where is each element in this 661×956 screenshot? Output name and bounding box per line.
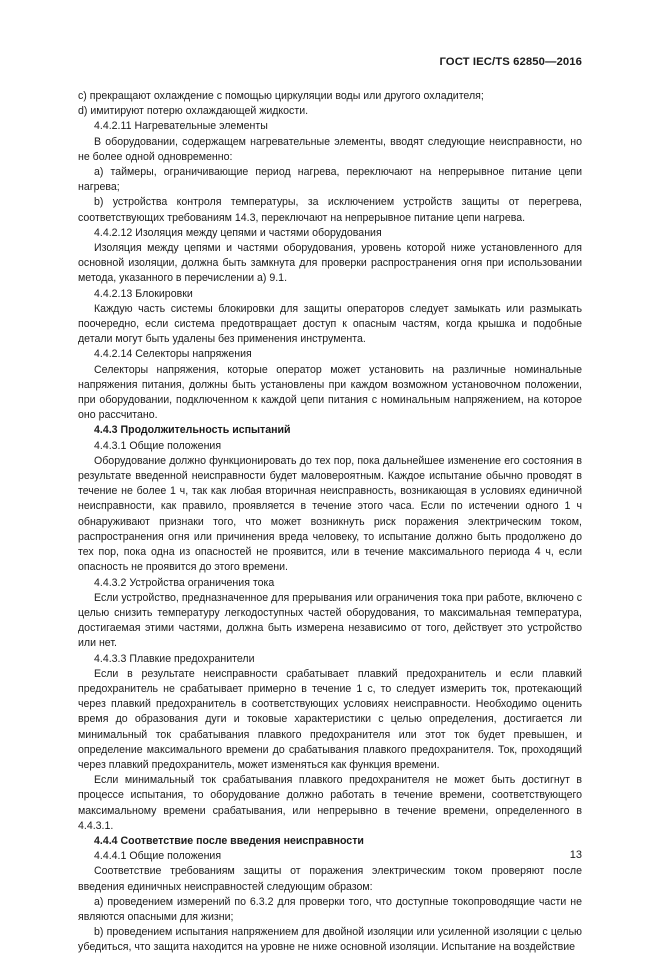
section-heading-4-4-4: 4.4.4 Соответствие после введения неисправности: [94, 834, 364, 847]
section-heading-4-4-2-13: 4.4.2.13 Блокировки: [94, 287, 193, 300]
section-heading-4-4-2-14: 4.4.2.14 Селекторы напряжения: [94, 348, 252, 361]
paragraph: В оборудовании, содержащем нагревательные элементы, вводят следующие неисправности, но не более одной одновременно:: [78, 135, 582, 163]
section-heading-4-4-3-1: 4.4.3.1 Общие положения: [94, 439, 222, 452]
page-number: 13: [569, 849, 582, 861]
list-item-a: a) таймеры, ограничивающие период нагрева, переключают на непрерывное питание цепи нагрева;: [78, 166, 582, 194]
list-item-a: a) проведением измерений по 6.3.2 для проверки того, что доступные токопроводящие части не являются опасными для жизни;: [78, 895, 582, 923]
paragraph: Соответствие требованиям защиты от поражения электрическим током проверяют после введения единичных неисправностей следующим образом:: [78, 865, 582, 893]
paragraph: Если минимальный ток срабатывания плавкого предохранителя не может быть достигнут в процессе испытания, то оборудование должно работать в течение времени, соответствующего максимальному времени срабатывания, или непрерывно в течение времени, определенного в 4.4.3.1.: [78, 774, 582, 832]
section-heading-4-4-3: 4.4.3 Продолжительность испытаний: [94, 424, 291, 437]
list-item-d: d) имитируют потерю охлаждающей жидкости.: [78, 105, 309, 118]
list-item-b: b) проведением испытания напряжением для двойной изоляции или усиленной изоляции с целью убедиться, что защита находится на уровне не ниже основной изоляции. Испытание на воздействие: [78, 926, 582, 954]
section-heading-4-4-3-2: 4.4.3.2 Устройства ограничения тока: [94, 576, 275, 589]
section-heading-4-4-4-1: 4.4.4.1 Общие положения: [94, 850, 222, 863]
section-heading-4-4-2-12: 4.4.2.12 Изоляция между цепями и частями оборудования: [94, 226, 382, 239]
section-heading-4-4-3-3: 4.4.3.3 Плавкие предохранители: [94, 652, 255, 665]
paragraph: Оборудование должно функционировать до тех пор, пока дальнейшее изменение его состояния в результате введенной неисправности будет маловероятным. Каждое испытание обычно проводят в течение не более 1 ч, так как любая вторичная неисправность, возникающая в условиях единичной неисправности, как правило, проявляется в течение этого часа. Если по истечении одного 1 ч обнаруживают признаки того, что может возникнуть риск поражения электрическим током, распространения огня или причинения вреда человеку, то испытание должно быть продолжено до тех пор, пока одна из опасностей не проявится, или в течение максимального периода 4 ч, если опасность не проявится до этого времени.: [78, 454, 582, 574]
document-header: ГОСТ IEC/TS 62850—2016: [439, 56, 582, 68]
paragraph: Каждую часть системы блокировки для защиты операторов следует замыкать или размыкать поочередно, если система предотвращает доступ к опасным частям, когда крышка и подобные детали могут быть удалены без применения инструмента.: [78, 302, 582, 346]
paragraph: Изоляция между цепями и частями оборудования, уровень которой ниже установленного для основной изоляции, должна быть замкнута для проверки распространения огня при использовании метода, указанного в перечислении a) 9.1.: [78, 242, 582, 285]
page-body: [78, 89, 582, 956]
section-heading-4-4-2-11: 4.4.2.11 Нагревательные элементы: [94, 120, 268, 133]
list-item-b: b) устройства контроля температуры, за исключением устройств защиты от перегрева, соответствующих требованиям 14.3, переключают на непрерывное питание цепи нагрева.: [78, 196, 582, 224]
paragraph: Селекторы напряжения, которые оператор может установить на различные номинальные напряжения питания, должны быть установлены при каждом возможном установочном положении, при оборудовании, подключенном к каждой цепи питания с номинальным напряжением, на которое оно рассчитано.: [78, 363, 582, 422]
paragraph: Если в результате неисправности срабатывает плавкий предохранитель и если плавкий предохранитель не срабатывает примерно в течение 1 с, то следует измерить ток, протекающий через плавкий предохранитель в соответствующих условиях неисправности. Необходимо оценить время до образования дуги и токовые характеристики с целью определения, достигается ли минимальный ток срабатывания плавкого предохранителя или этот ток будет превышен, и определение максимального времени до срабатывания плавкого предохранителя. Ток, проходящий через плавкий предохранитель, может изменяться как функция времени.: [78, 667, 582, 771]
paragraph: Если устройство, предназначенное для прерывания или ограничения тока при работе, включено с целью снизить температуру легкодоступных частей оборудования, то максимальная температура, достигаемая этими частями, должна быть измерена независимо от того, действует это устройство или нет.: [78, 591, 582, 650]
list-item-c: c) прекращают охлаждение с помощью циркуляции воды или другого охладителя;: [78, 90, 484, 102]
